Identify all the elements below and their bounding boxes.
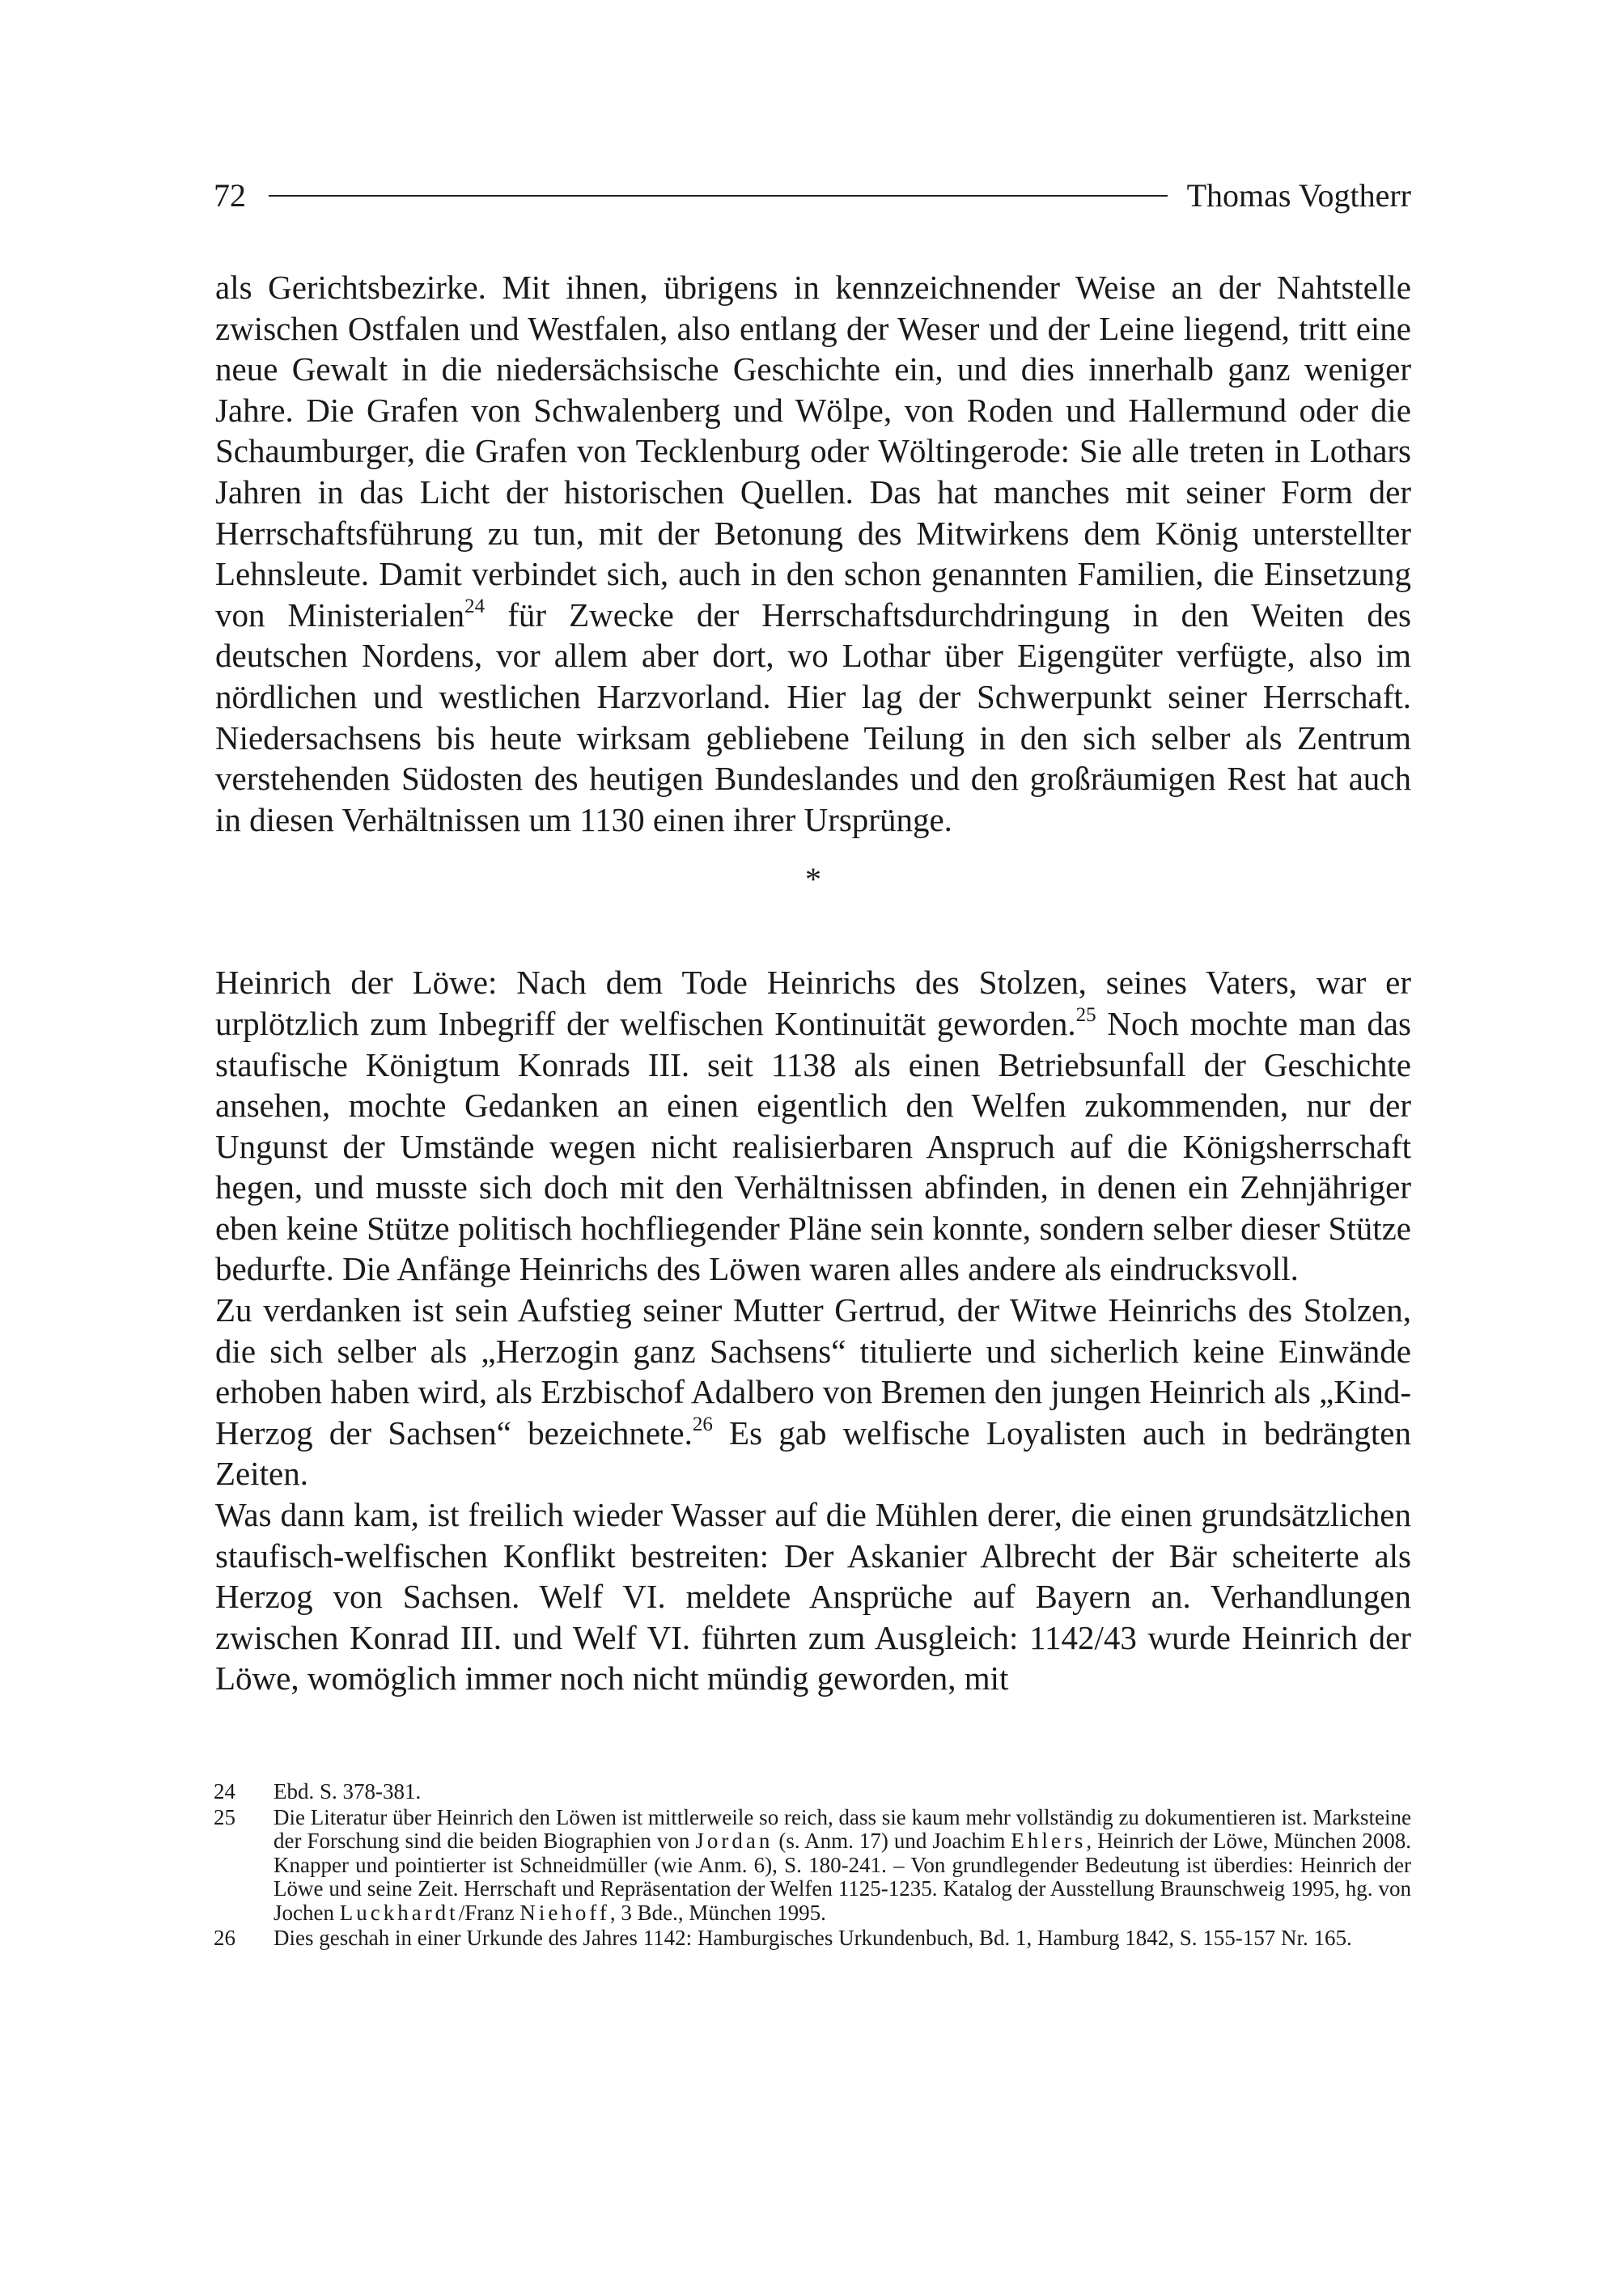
paragraph-text: Zu verdanken ist sein Aufstieg seiner Mutter Gertrud, der Witwe Heinrichs des Stolzen, die sich selber als „Herzogin ganz Sachsens“ titulierte und sicherlich keine Einwände erhoben haben wird, als Erzbischof Adalbero von Bremen den jungen Heinrich als „Kind-Herzog der Sachsen“ bezeichnete. xyxy=(215,1291,1411,1452)
header-rule xyxy=(269,195,1168,197)
paragraph-2 xyxy=(215,962,1411,1290)
page-number: 72 xyxy=(214,177,246,214)
footnote-number: 25 xyxy=(214,1804,235,1829)
author-name: Ehlers xyxy=(1011,1829,1087,1853)
footnote-text: Die Literatur über Heinrich den Löwen ist mittlerweile so reich, dass sie kaum mehr vollständig zu dokumentieren ist. Marksteine der Forschung sind die beiden Biographien von Jordan (s. Anm. 17) und Joachim Ehlers, Heinrich der Löwe, München 2008. Knapper und pointierter ist Schneidmüller (wie Anm. 6), S. 180-241. – Von grundlegender Bedeutung ist überdies: Heinrich der Löwe und seine Zeit. Herrschaft und Repräsentation der Welfen 1125-1235. Katalog der Ausstellung Braunschweig 1995, hg. von Jochen Luckhardt/Franz Niehoff, 3 Bde., München 1995. xyxy=(273,1804,1411,1925)
author-name: Luckhardt xyxy=(339,1900,459,1925)
running-head-author: Thomas Vogtherr xyxy=(1186,177,1411,214)
footnote-number: 24 xyxy=(214,1779,235,1803)
footnote-number: 26 xyxy=(214,1926,235,1950)
footnotes xyxy=(214,1780,1411,1951)
footnote-text: Ebd. S. 378-381. xyxy=(273,1779,422,1803)
main-text xyxy=(215,267,1411,1699)
footnote-ref-25: 25 xyxy=(1075,1003,1096,1026)
footnote-25 xyxy=(214,1806,1411,1926)
paragraph-text: Noch mochte man das staufische Königtum Konrads III. seit 1138 als einen Betriebsunfall der Geschichte ansehen, mochte Gedanken an einen eigentlich den Welfen zukommenden, nur der Ungunst der Umstände wegen nicht realisierbaren Anspruch auf die Königsherrschaft hegen, und musste sich doch mit den Verhältnissen abfinden, in denen ein Zehnjähriger eben keine Stütze politisch hochfliegender Pläne sein konnte, sondern selber dieser Stütze bedurfte. Die Anfänge Heinrichs des Löwen waren alles andere als eindrucksvoll. xyxy=(215,1004,1411,1288)
footnote-ref-26: 26 xyxy=(692,1413,713,1435)
author-name: Niehoff xyxy=(519,1900,610,1925)
paragraph-4: Was dann kam, ist freilich wieder Wasser auf die Mühlen derer, die einen grundsätzlichen staufisch-welfischen Konflikt bestreiten: Der Askanier Albrecht der Bär scheiterte als Herzog von Sachsen. Welf VI. meldete Ansprüche auf Bayern an. Verhandlungen zwischen Konrad III. und Welf VI. führten zum Ausgleich: 1142/43 wurde Heinrich der Löwe, womöglich immer noch nicht mündig geworden, mit xyxy=(215,1496,1411,1697)
paragraph-text: als Gerichtsbezirke. Mit ihnen, übrigens in kennzeichnender Weise an der Nahtstelle zwischen Ostfalen und Westfalen, also entlang der Weser und der Leine liegend, tritt eine neue Gewalt in die niedersächsische Geschichte ein, und dies innerhalb ganz weniger Jahre. Die Grafen von Schwalenberg und Wölpe, von Roden und Hallermund oder die Schaumburger, die Grafen von Tecklenburg oder Wöltingerode: Sie alle treten in Lothars Jahren in das Licht der historischen Quellen. Das hat manches mit seiner Form der Herrschaftsführung zu tun, mit der Betonung des Mitwirkens dem König unterstellter Lehnsleute. Damit verbindet sich, auch in den schon genannten Familien, die Einsetzung von Ministerialen xyxy=(215,269,1411,634)
paragraph-1 xyxy=(215,267,1411,840)
footnote-ref-24: 24 xyxy=(464,595,486,617)
paragraph-text: für Zwecke der Herrschaftsdurchdringung in den Weiten des deutschen Nordens, vor allem aber dort, wo Lothar über Eigengüter verfügte, also im nördlichen und westlichen Harzvorland. Hier lag der Schwerpunkt seiner Herrschaft. Niedersachsens bis heute wirksam gebliebene Teilung in den sich selber als Zentrum verstehenden Südosten des heutigen Bundeslandes und den großräumigen Rest hat auch in diesen Verhältnissen um 1130 einen ihrer Ursprünge. xyxy=(215,596,1411,838)
author-name: Jordan xyxy=(695,1829,774,1853)
paragraph-3 xyxy=(215,1290,1411,1494)
footnote-26 xyxy=(214,1926,1411,1951)
running-header xyxy=(214,172,1411,220)
paragraph-text: Es gab welfische Loyalisten auch in bedrängten Zeiten. xyxy=(215,1414,1411,1493)
footnote-text: Dies geschah in einer Urkunde des Jahres 1142: Hamburgisches Urkundenbuch, Bd. 1, Hamburg 1842, S. 155-157 Nr. 165. xyxy=(273,1926,1352,1950)
section-separator: * xyxy=(805,861,821,898)
paragraph-text: Heinrich der Löwe: Nach dem Tode Heinrichs des Stolzen, seines Vaters, war er urplötzlich zum Inbegriff der welfischen Kontinuität geworden. xyxy=(215,964,1411,1042)
footnote-24 xyxy=(214,1780,1411,1804)
